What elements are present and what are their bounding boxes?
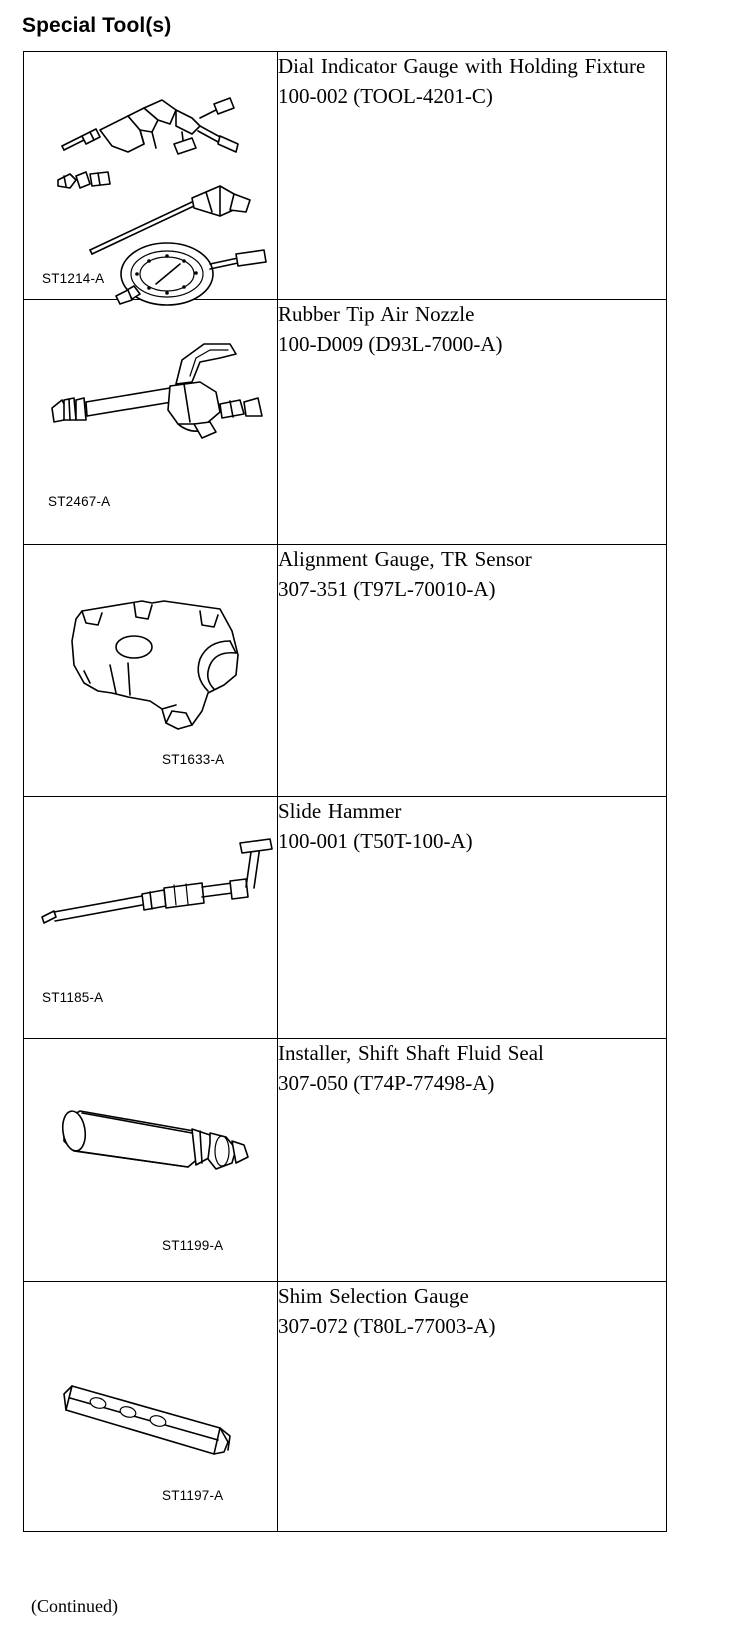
tool-name: Installer, Shift Shaft Fluid Seal	[278, 1041, 544, 1065]
tool-name: Shim Selection Gauge	[278, 1284, 469, 1308]
tool-illustration-cell	[24, 52, 278, 300]
table-row	[24, 545, 667, 797]
tool-part-number: 100-002 (TOOL-4201-C)	[278, 83, 493, 108]
table-row	[24, 300, 667, 545]
tool-description-cell	[278, 797, 667, 1039]
table-row	[24, 1282, 667, 1532]
tool-name: Alignment Gauge, TR Sensor	[278, 547, 532, 571]
rubber-tip-air-nozzle-illustration	[24, 300, 277, 540]
tool-part-number: 100-001 (T50T-100-A)	[278, 828, 473, 853]
tool-name: Dial Indicator Gauge with Holding Fixture	[278, 54, 646, 78]
tool-description-cell	[278, 1039, 667, 1282]
illustration-code: ST2467-A	[48, 494, 111, 509]
tool-illustration-cell	[24, 300, 278, 545]
tool-illustration-cell	[24, 797, 278, 1039]
illustration-code: ST1633-A	[162, 752, 225, 767]
illustration-code: ST1185-A	[42, 990, 104, 1005]
tool-part-number: 307-072 (T80L-77003-A)	[278, 1313, 496, 1338]
alignment-gauge-tr-sensor-illustration	[24, 545, 277, 793]
table-row	[24, 797, 667, 1039]
slide-hammer-illustration	[24, 797, 277, 1035]
tool-description-cell	[278, 545, 667, 797]
tool-part-number: 100-D009 (D93L-7000-A)	[278, 331, 503, 356]
table-row	[24, 52, 667, 300]
dial-indicator-gauge-illustration	[24, 52, 277, 296]
tool-part-number: 307-050 (T74P-77498-A)	[278, 1070, 495, 1095]
illustration-code: ST1197-A	[162, 1488, 224, 1503]
tool-description-cell	[278, 300, 667, 545]
installer-shift-shaft-fluid-seal-illustration	[24, 1039, 277, 1278]
continued-note: (Continued)	[31, 1596, 118, 1616]
table-row	[24, 1039, 667, 1282]
page-title: Special Tool(s)	[22, 14, 172, 37]
tool-part-number: 307-351 (T97L-70010-A)	[278, 576, 496, 601]
tool-name: Slide Hammer	[278, 799, 402, 823]
tool-illustration-cell	[24, 1039, 278, 1282]
shim-selection-gauge-illustration	[24, 1282, 277, 1528]
special-tools-table	[23, 51, 667, 1532]
illustration-code: ST1214-A	[42, 271, 105, 286]
tool-illustration-cell	[24, 545, 278, 797]
tool-illustration-cell	[24, 1282, 278, 1532]
illustration-code: ST1199-A	[162, 1238, 224, 1253]
tool-description-cell	[278, 52, 667, 300]
tool-name: Rubber Tip Air Nozzle	[278, 302, 475, 326]
tool-description-cell	[278, 1282, 667, 1532]
